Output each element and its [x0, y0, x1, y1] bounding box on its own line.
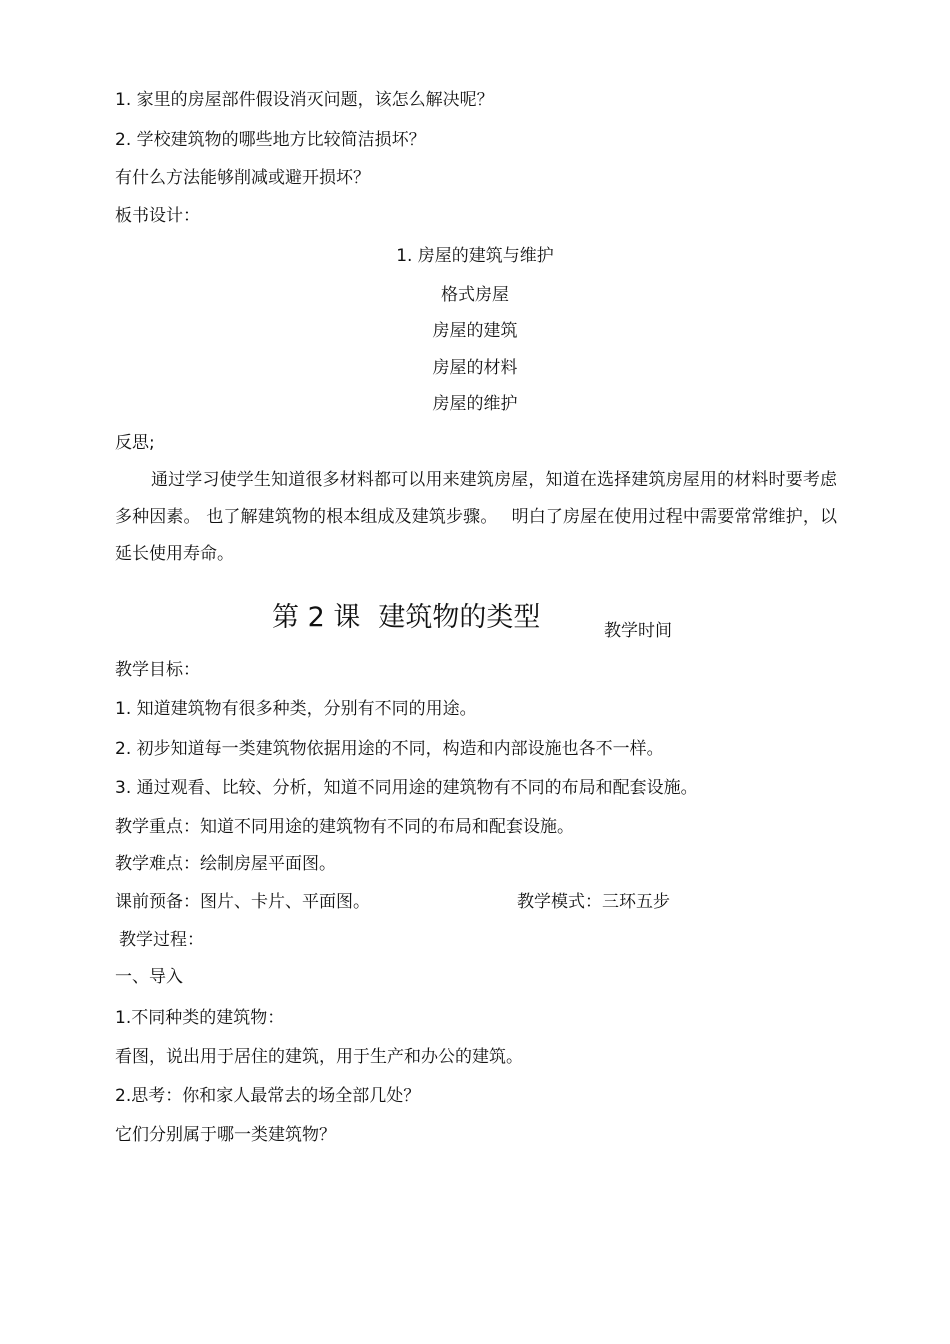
teaching-mode: 教学模式：三环五步 [517, 892, 670, 912]
board-item: 房屋的材料 [432, 358, 518, 378]
intro-item: 2.思考：你和家人最常去的场全部几处？ [115, 1086, 421, 1106]
reflection-label: 反思; [115, 433, 155, 453]
key-point: 教学重点：知道不同用途的建筑物有不同的布局和配套设施。 [115, 817, 574, 837]
lesson-title-number: 第 2 课 [272, 602, 361, 633]
question-2-continued: 有什么方法能够削减或避开损坏？ [115, 168, 370, 188]
teaching-goal: 2. 初步知道每一类建筑物依据用途的不同，构造和内部设施也各不一样。 [115, 739, 664, 759]
teaching-time-label: 教学时间 [604, 621, 672, 641]
lesson-title [272, 600, 540, 636]
teaching-goal: 3. 通过观看、比较、分析，知道不同用途的建筑物有不同的布局和配套设施。 [115, 778, 698, 798]
teaching-process-label: 教学过程： [119, 930, 204, 950]
board-item: 房屋的维护 [432, 394, 518, 414]
question-2: 2. 学校建筑物的哪些地方比较简洁损坏？ [115, 130, 426, 150]
board-item: 格式房屋 [441, 285, 509, 305]
intro-item: 看图，说出用于居住的建筑，用于生产和办公的建筑。 [115, 1047, 523, 1067]
intro-item: 它们分别属于哪一类建筑物？ [115, 1125, 336, 1145]
intro-heading: 一、导入 [115, 967, 183, 987]
question-1: 1. 家里的房屋部件假设消灭问题，该怎么解决呢？ [115, 90, 494, 110]
lesson-title-name: 建筑物的类型 [378, 602, 541, 633]
teaching-goal: 1. 知道建筑物有很多种类，分别有不同的用途。 [115, 699, 477, 719]
difficulty: 教学难点：绘制房屋平面图。 [115, 854, 336, 874]
intro-item: 1.不同种类的建筑物： [115, 1008, 285, 1028]
board-design-label: 板书设计： [115, 206, 200, 226]
reflection-paragraph: 通过学习使学生知道很多材料都可以用来建筑房屋，知道在选择建筑房屋用的材料时要考虑多种因素。 也了解建筑物的根本组成及建筑步骤。 明白了房屋在使用过程中需要常常维护，以延长使用寿命。 [115, 470, 837, 564]
board-item: 房屋的建筑 [432, 321, 518, 341]
preparation: 课前预备：图片、卡片、平面图。 [115, 892, 370, 912]
teaching-goals-label: 教学目标： [115, 660, 200, 680]
board-heading: 1. 房屋的建筑与维护 [396, 246, 554, 266]
